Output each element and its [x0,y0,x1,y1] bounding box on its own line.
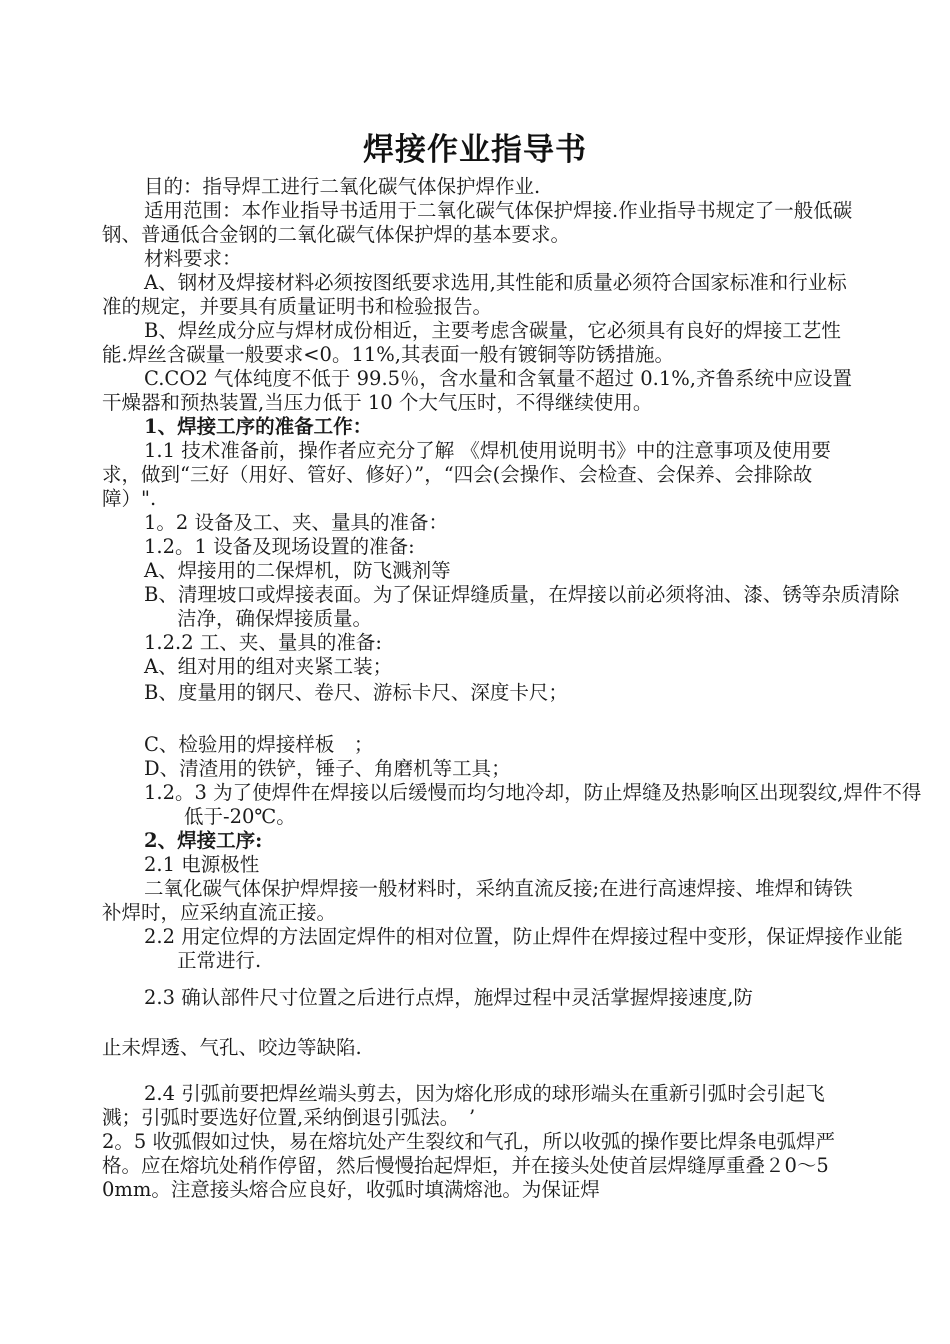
section-2-1-text: 二氧化碳气体保护焊焊接一般材料时，采纳直流反接;在进行高速焊接、堆焊和铸铁补焊时，应采纳直流正接。 [102,877,853,924]
item-1-2-2-c: C、检验用的焊接样板 ； [144,733,374,756]
material-c: C.CO2 气体纯度不低于 99.5％，含水量和含氧量不超过 0.1%,齐鲁系统中应设置干燥器和预热装置,当压力低于 10 个大气压时，不得继续使用。 [102,367,852,414]
section-2-3-line-1: 2.3 确认部件尺寸位置之后进行点焊，施焊过程中灵活掌握焊接速度,防 [144,986,753,1009]
section-1-2-3: 1.2。3 为了使焊件在焊接以后缓慢而均匀地冷却，防止焊缝及热影响区出现裂纹,焊件不得低于-20℃。 [144,781,922,828]
section-1-1: 1.1 技术准备前，操作者应充分了解 《焊机使用说明书》中的注意事项及使用要求，做到“三好（用好、管好、修好）”，“四会(会操作、会检查、会保养、会排除故障）". [102,439,831,510]
section-1-heading: 1、焊接工序的准备工作： [144,415,373,438]
document-title: 焊接作业指导书 [363,132,587,168]
item-1-2-2-b: B、度量用的钢尺、卷尺、游标卡尺、深度卡尺； [144,681,568,704]
scope-text: 适用范围：本作业指导书适用于二氧化碳气体保护焊接.作业指导书规定了一般低碳钢、普通低合金钢的二氧化碳气体保护焊的基本要求。 [102,199,853,246]
section-2-1: 2.1 电源极性 [144,853,260,876]
section-2-3-line-2: 止未焊透、气孔、咬边等缺陷. [102,1036,362,1059]
section-2-2: 2.2 用定位焊的方法固定焊件的相对位置，防止焊件在焊接过程中变形，保证焊接作业能正常进行. [144,925,903,972]
section-1-2-1: 1.2。1 设备及现场设置的准备: [144,535,415,558]
material-a: A、钢材及焊接材料必须按图纸要求选用,其性能和质量必须符合国家标准和行业标准的规定，并要具有质量证明书和检验报告。 [102,271,847,318]
item-1-2-1-b: B、清理坡口或焊接表面。为了保证焊缝质量，在焊接以前必须将油、漆、锈等杂质清除洁净，确保焊接质量。 [144,583,900,630]
section-1-2-2: 1.2.2 工、夹、量具的准备: [144,631,382,654]
purpose-text: 目的：指导焊工进行二氧化碳气体保护焊作业. [144,175,541,198]
item-1-2-2-d: D、清渣用的铁铲，锤子、角磨机等工具； [144,757,511,780]
section-2-5: 2。5 收弧假如过快，易在熔坑处产生裂纹和气孔，所以收弧的操作要比焊条电弧焊严格。应在熔坑处稍作停留，然后慢慢抬起焊炬，并在接头处使首层焊缝厚重叠２0～5 0mm。注意接头熔合应良好，收弧时填满熔池。为保证焊 [102,1130,836,1201]
materials-heading: 材料要求： [144,247,242,270]
item-1-2-2-a: A、组对用的组对夹紧工装； [144,655,393,678]
section-2-4: 2.4 引弧前要把焊丝端头剪去，因为熔化形成的球形端头在重新引弧时会引起飞溅；引弧时要选好位置,采纳倒退引弧法。 ’ [102,1082,825,1129]
item-1-2-1-a: A、焊接用的二保焊机，防飞溅剂等 [144,559,451,582]
section-2-heading: 2、焊接工序: [144,829,263,852]
material-b: B、焊丝成分应与焊材成份相近，主要考虑含碳量，它必须具有良好的焊接工艺性能.焊丝含碳量一般要求<0。11%,其表面一般有镀铜等防锈措施。 [102,319,841,366]
section-1-2: 1。2 设备及工、夹、量具的准备： [144,511,449,534]
